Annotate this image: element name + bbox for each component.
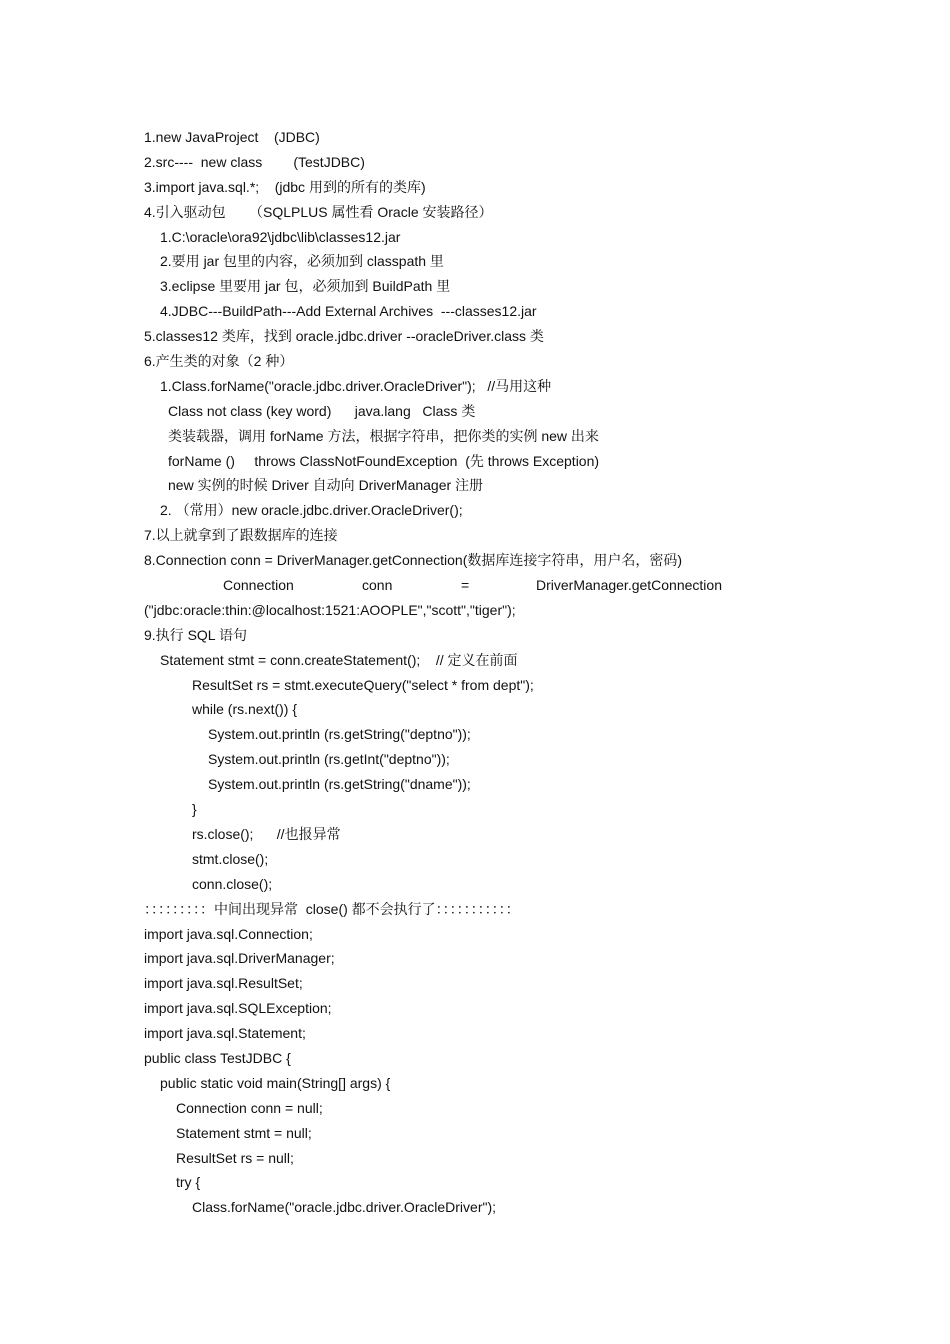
text-line: ResultSet rs = stmt.executeQuery("select * from dept"); (192, 676, 534, 693)
text-line: } (192, 801, 197, 818)
text-line: 2.要用 jar 包里的内容，必须加到 classpath 里 (160, 253, 444, 270)
text-line: Class.forName("oracle.jdbc.driver.OracleDriver"); (192, 1199, 497, 1216)
text-line: 1.Class.forName("oracle.jdbc.driver.OracleDriver"); //马用这种 (160, 377, 552, 394)
code-token: DriverManager.getConnection (536, 577, 722, 594)
text-line: new 实例的时候 Driver 自动向 DriverManager 注册 (168, 477, 484, 494)
text-line: public static void main(String[] args) { (160, 1074, 391, 1091)
text-line: forName () throws ClassNotFoundException (先 throws Exception) (168, 452, 600, 469)
text-line: 9.执行 SQL 语句 (144, 626, 247, 643)
text-line: 5.classes12 类库，找到 oracle.jdbc.driver --oracleDriver.class 类 (144, 328, 544, 345)
text-line: while (rs.next()) { (192, 701, 298, 718)
text-line: Statement stmt = conn.createStatement(); // 定义在前面 (160, 651, 518, 668)
text-line: System.out.println (rs.getInt("deptno")); (208, 751, 450, 768)
text-line: 7.以上就拿到了跟数据库的连接 (144, 527, 338, 544)
text-line: 3.import java.sql.*; (jdbc 用到的所有的类库) (144, 178, 426, 195)
text-line: 4.JDBC---BuildPath---Add External Archives ---classes12.jar (160, 303, 537, 320)
text-line: import java.sql.DriverManager; (144, 950, 335, 967)
text-line: System.out.println (rs.getString("deptno")); (208, 726, 471, 743)
text-line: 4.引入驱动包 （SQLPLUS 属性看 Oracle 安装路径） (144, 203, 493, 220)
text-line: 2.src---- new class (TestJDBC) (144, 153, 365, 170)
text-line: 3.eclipse 里要用 jar 包，必须加到 BuildPath 里 (160, 278, 451, 295)
document-body (0, 125, 950, 1220)
text-line: conn.close(); (192, 875, 273, 892)
text-line: 6.产生类的对象（2 种） (144, 353, 294, 370)
text-line: import java.sql.ResultSet; (144, 975, 303, 992)
text-line: public class TestJDBC { (144, 1049, 291, 1066)
text-line: 2. （常用）new oracle.jdbc.driver.OracleDriver(); (160, 502, 463, 519)
text-line: import java.sql.Connection; (144, 925, 313, 942)
text-line: 1.new JavaProject (JDBC) (144, 129, 320, 145)
text-line: 8.Connection conn = DriverManager.getConnection(数据库连接字符串，用户名，密码) (144, 552, 683, 569)
text-line: stmt.close(); (192, 850, 269, 867)
text-line: import java.sql.SQLException; (144, 1000, 332, 1017)
text-line: Connection conn = null; (176, 1099, 323, 1116)
justified-code-line (0, 573, 950, 598)
text-line: import java.sql.Statement; (144, 1025, 306, 1042)
text-line: Statement stmt = null; (176, 1124, 312, 1141)
text-line: Class not class (key word) java.lang Class 类 (168, 402, 476, 419)
code-token: Connection (223, 577, 294, 594)
text-line: ：：：：：：：：：中间出现异常 close() 都不会执行了：：：：：：：：：：： (144, 900, 520, 917)
text-line: try { (176, 1174, 201, 1191)
text-line: ResultSet rs = null; (176, 1149, 294, 1166)
text-line: 类装载器，调用 forName 方法，根据字符串，把你类的实例 new 出来 (168, 427, 599, 444)
code-token: = (461, 577, 470, 594)
text-line: rs.close(); //也报异常 (192, 825, 341, 842)
text-line: ("jdbc:oracle:thin:@localhost:1521:AOOPLE","scott","tiger"); (144, 601, 516, 618)
text-line: System.out.println (rs.getString("dname")); (208, 776, 471, 793)
code-token: conn (362, 577, 393, 594)
text-line: 1.C:\oracle\ora92\jdbc\lib\classes12.jar (160, 228, 401, 245)
